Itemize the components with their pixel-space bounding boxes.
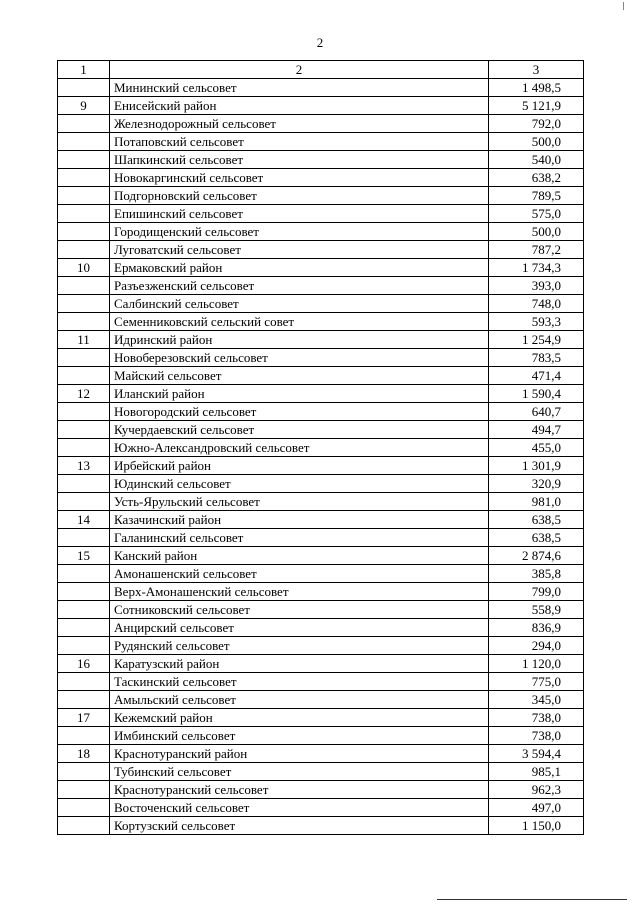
table-row xyxy=(58,781,584,799)
row-value-cell: 738,0 xyxy=(489,727,584,745)
row-number-cell xyxy=(58,79,110,97)
row-value-cell: 558,9 xyxy=(489,601,584,619)
row-name-cell: Кежемский район xyxy=(110,709,489,727)
row-value-cell: 345,0 xyxy=(489,691,584,709)
table-row xyxy=(58,421,584,439)
table-row xyxy=(58,763,584,781)
row-name-cell: Казачинский район xyxy=(110,511,489,529)
row-name-cell: Потаповский сельсовет xyxy=(110,133,489,151)
table-row xyxy=(58,529,584,547)
row-name-cell: Салбинский сельсовет xyxy=(110,295,489,313)
row-value-cell: 1 301,9 xyxy=(489,457,584,475)
row-name-cell: Луговатский сельсовет xyxy=(110,241,489,259)
row-number-cell: 9 xyxy=(58,97,110,115)
row-value-cell: 3 594,4 xyxy=(489,745,584,763)
table-row xyxy=(58,295,584,313)
table-row xyxy=(58,277,584,295)
row-value-cell: 500,0 xyxy=(489,133,584,151)
row-name-cell: Рудянский сельсовет xyxy=(110,637,489,655)
row-number-cell: 10 xyxy=(58,259,110,277)
row-number-cell xyxy=(58,727,110,745)
table-row xyxy=(58,673,584,691)
row-name-cell: Кучердаевский сельсовет xyxy=(110,421,489,439)
table-body xyxy=(58,79,584,835)
table-row xyxy=(58,709,584,727)
row-number-cell xyxy=(58,133,110,151)
row-number-cell xyxy=(58,295,110,313)
table-row xyxy=(58,655,584,673)
row-name-cell: Краснотуранский район xyxy=(110,745,489,763)
row-value-cell: 985,1 xyxy=(489,763,584,781)
row-name-cell: Семенниковский сельский совет xyxy=(110,313,489,331)
row-value-cell: 5 121,9 xyxy=(489,97,584,115)
row-value-cell: 320,9 xyxy=(489,475,584,493)
row-number-cell: 13 xyxy=(58,457,110,475)
row-number-cell xyxy=(58,313,110,331)
row-value-cell: 981,0 xyxy=(489,493,584,511)
row-number-cell xyxy=(58,475,110,493)
row-number-cell: 15 xyxy=(58,547,110,565)
column-header-name: 2 xyxy=(110,61,489,79)
row-value-cell: 748,0 xyxy=(489,295,584,313)
table-row xyxy=(58,187,584,205)
table-row xyxy=(58,151,584,169)
column-header-value: 3 xyxy=(489,61,584,79)
row-value-cell: 775,0 xyxy=(489,673,584,691)
row-name-cell: Имбинский сельсовет xyxy=(110,727,489,745)
row-name-cell: Таскинский сельсовет xyxy=(110,673,489,691)
table-row xyxy=(58,799,584,817)
row-number-cell xyxy=(58,205,110,223)
row-value-cell: 494,7 xyxy=(489,421,584,439)
row-value-cell: 455,0 xyxy=(489,439,584,457)
row-number-cell xyxy=(58,241,110,259)
table-row xyxy=(58,547,584,565)
row-name-cell: Иланский район xyxy=(110,385,489,403)
table-row xyxy=(58,331,584,349)
row-name-cell: Енисейский район xyxy=(110,97,489,115)
row-number-cell xyxy=(58,421,110,439)
row-value-cell: 787,2 xyxy=(489,241,584,259)
row-value-cell: 385,8 xyxy=(489,565,584,583)
row-name-cell: Южно-Александровский сельсовет xyxy=(110,439,489,457)
table-row xyxy=(58,457,584,475)
table-row xyxy=(58,745,584,763)
row-name-cell: Анцирский сельсовет xyxy=(110,619,489,637)
table-row xyxy=(58,169,584,187)
table-row xyxy=(58,205,584,223)
row-number-cell: 11 xyxy=(58,331,110,349)
table-row xyxy=(58,475,584,493)
row-number-cell xyxy=(58,277,110,295)
row-value-cell: 1 150,0 xyxy=(489,817,584,835)
table-row xyxy=(58,385,584,403)
row-value-cell: 1 254,9 xyxy=(489,331,584,349)
row-number-cell xyxy=(58,673,110,691)
row-name-cell: Усть-Ярульский сельсовет xyxy=(110,493,489,511)
row-name-cell: Разъезженский сельсовет xyxy=(110,277,489,295)
row-number-cell xyxy=(58,151,110,169)
row-number-cell xyxy=(58,223,110,241)
row-name-cell: Кортузский сельсовет xyxy=(110,817,489,835)
row-value-cell: 1 498,5 xyxy=(489,79,584,97)
table-row xyxy=(58,97,584,115)
row-value-cell: 1 590,4 xyxy=(489,385,584,403)
row-value-cell: 497,0 xyxy=(489,799,584,817)
row-name-cell: Подгорновский сельсовет xyxy=(110,187,489,205)
row-value-cell: 593,3 xyxy=(489,313,584,331)
row-number-cell: 17 xyxy=(58,709,110,727)
row-number-cell xyxy=(58,493,110,511)
row-number-cell xyxy=(58,601,110,619)
row-value-cell: 638,5 xyxy=(489,511,584,529)
table-row xyxy=(58,817,584,835)
row-number-cell xyxy=(58,763,110,781)
row-number-cell xyxy=(58,529,110,547)
table-row xyxy=(58,601,584,619)
row-number-cell xyxy=(58,637,110,655)
row-name-cell: Железнодорожный сельсовет xyxy=(110,115,489,133)
table-row xyxy=(58,115,584,133)
table-row xyxy=(58,439,584,457)
row-name-cell: Канский район xyxy=(110,547,489,565)
row-value-cell: 575,0 xyxy=(489,205,584,223)
table-row xyxy=(58,493,584,511)
table-row xyxy=(58,583,584,601)
row-name-cell: Верх-Амонашенский сельсовет xyxy=(110,583,489,601)
row-value-cell: 638,2 xyxy=(489,169,584,187)
row-value-cell: 783,5 xyxy=(489,349,584,367)
row-number-cell: 18 xyxy=(58,745,110,763)
row-number-cell: 14 xyxy=(58,511,110,529)
row-name-cell: Шапкинский сельсовет xyxy=(110,151,489,169)
row-name-cell: Краснотуранский сельсовет xyxy=(110,781,489,799)
row-value-cell: 792,0 xyxy=(489,115,584,133)
table-row xyxy=(58,727,584,745)
table-row xyxy=(58,637,584,655)
row-name-cell: Новогородский сельсовет xyxy=(110,403,489,421)
table-row xyxy=(58,349,584,367)
row-number-cell: 12 xyxy=(58,385,110,403)
table-row xyxy=(58,133,584,151)
table-row xyxy=(58,313,584,331)
table-row xyxy=(58,223,584,241)
table-row xyxy=(58,619,584,637)
row-name-cell: Новокаргинский сельсовет xyxy=(110,169,489,187)
row-value-cell: 1 734,3 xyxy=(489,259,584,277)
row-number-cell xyxy=(58,349,110,367)
row-value-cell: 738,0 xyxy=(489,709,584,727)
row-name-cell: Юдинский сельсовет xyxy=(110,475,489,493)
table-row xyxy=(58,511,584,529)
table-row xyxy=(58,565,584,583)
row-number-cell xyxy=(58,115,110,133)
row-value-cell: 393,0 xyxy=(489,277,584,295)
row-name-cell: Каратузский район xyxy=(110,655,489,673)
table-row xyxy=(58,241,584,259)
row-name-cell: Епишинский сельсовет xyxy=(110,205,489,223)
row-number-cell xyxy=(58,439,110,457)
row-number-cell xyxy=(58,781,110,799)
bottom-divider xyxy=(437,899,627,900)
row-number-cell xyxy=(58,619,110,637)
row-name-cell: Мининский сельсовет xyxy=(110,79,489,97)
row-number-cell xyxy=(58,403,110,421)
row-value-cell: 500,0 xyxy=(489,223,584,241)
row-name-cell: Новоберезовский сельсовет xyxy=(110,349,489,367)
row-name-cell: Майский сельсовет xyxy=(110,367,489,385)
table-row xyxy=(58,403,584,421)
row-name-cell: Городищенский сельсовет xyxy=(110,223,489,241)
row-number-cell xyxy=(58,583,110,601)
row-value-cell: 1 120,0 xyxy=(489,655,584,673)
row-name-cell: Идринский район xyxy=(110,331,489,349)
table-row xyxy=(58,367,584,385)
row-value-cell: 540,0 xyxy=(489,151,584,169)
table-row xyxy=(58,259,584,277)
row-number-cell xyxy=(58,691,110,709)
row-name-cell: Амыльский сельсовет xyxy=(110,691,489,709)
row-name-cell: Ермаковский район xyxy=(110,259,489,277)
table-row xyxy=(58,79,584,97)
row-name-cell: Ирбейский район xyxy=(110,457,489,475)
row-name-cell: Тубинский сельсовет xyxy=(110,763,489,781)
row-value-cell: 836,9 xyxy=(489,619,584,637)
row-value-cell: 2 874,6 xyxy=(489,547,584,565)
row-number-cell xyxy=(58,817,110,835)
row-value-cell: 962,3 xyxy=(489,781,584,799)
row-name-cell: Амонашенский сельсовет xyxy=(110,565,489,583)
row-value-cell: 471,4 xyxy=(489,367,584,385)
table-header-row xyxy=(58,61,584,79)
row-value-cell: 789,5 xyxy=(489,187,584,205)
row-value-cell: 294,0 xyxy=(489,637,584,655)
row-value-cell: 638,5 xyxy=(489,529,584,547)
row-number-cell xyxy=(58,565,110,583)
row-value-cell: 799,0 xyxy=(489,583,584,601)
row-value-cell: 640,7 xyxy=(489,403,584,421)
row-number-cell xyxy=(58,799,110,817)
budget-table xyxy=(57,60,584,835)
row-name-cell: Галанинский сельсовет xyxy=(110,529,489,547)
row-number-cell xyxy=(58,169,110,187)
table-row xyxy=(58,691,584,709)
column-header-number: 1 xyxy=(58,61,110,79)
page-number: 2 xyxy=(316,35,324,50)
row-name-cell: Восточенский сельсовет xyxy=(110,799,489,817)
scan-edge-mark xyxy=(623,2,624,10)
row-name-cell: Сотниковский сельсовет xyxy=(110,601,489,619)
row-number-cell: 16 xyxy=(58,655,110,673)
row-number-cell xyxy=(58,187,110,205)
row-number-cell xyxy=(58,367,110,385)
